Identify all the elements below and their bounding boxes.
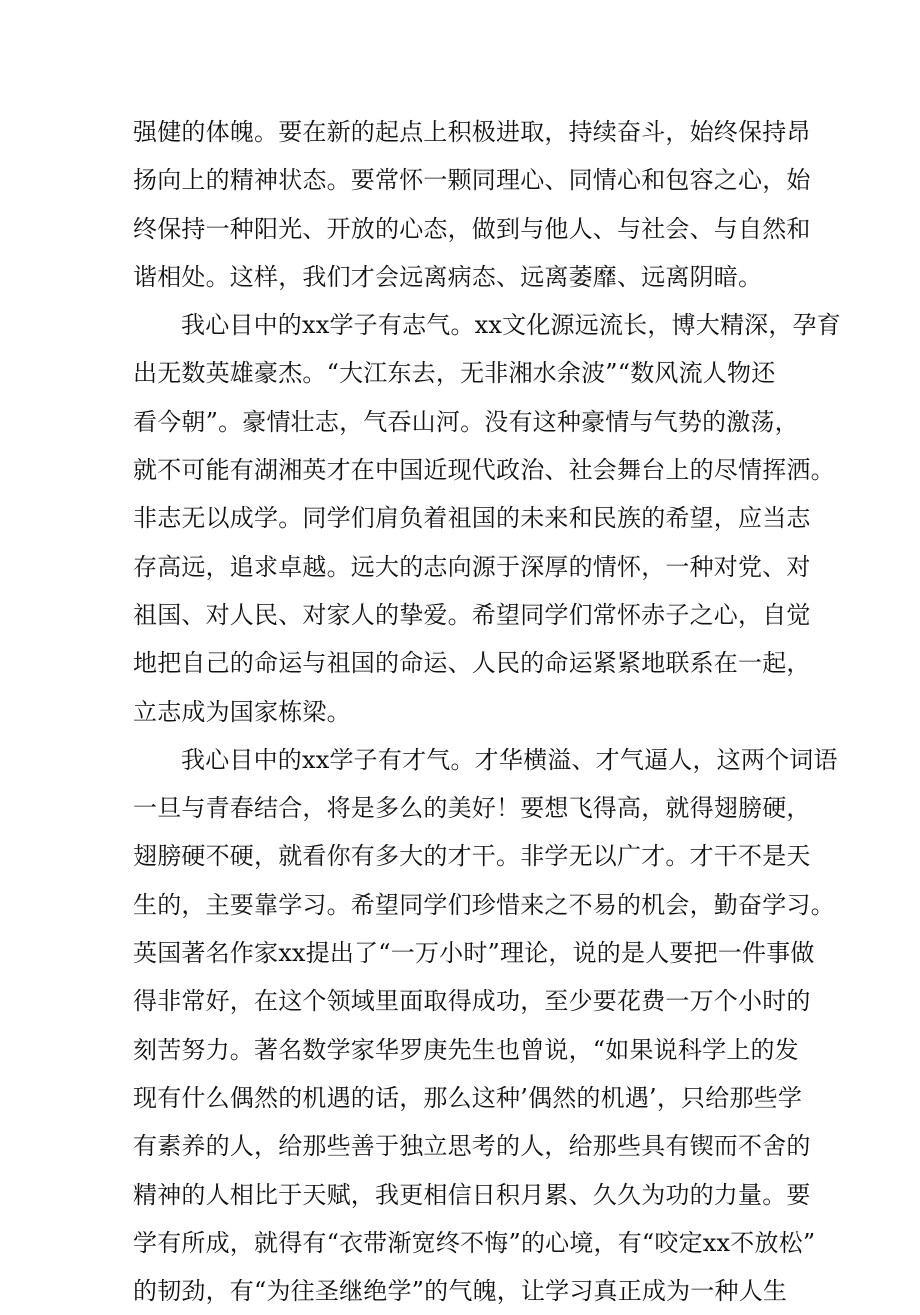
text-line: 现有什么偶然的机遇的话，那么这种’偶然的机遇’，只给那些学 <box>133 1083 803 1112</box>
text-line: 出无数英雄豪杰。“大江东去，无非湘水余波”“数风流人物还 <box>133 359 776 388</box>
text-line: 看今朝”。豪情壮志，气吞山河。没有这种豪情与气势的激荡， <box>133 407 799 436</box>
text-line: 强健的体魄。要在新的起点上积极进取，持续奋斗，始终保持昂 <box>133 118 811 146</box>
paragraph-start-line: 我心目中的xx学子有志气。xx文化源远流长，博大精深，孕育 <box>181 311 841 340</box>
paragraph-start-line: 我心目中的xx学子有才气。才华横溢、才气逼人，这两个词语 <box>181 745 838 774</box>
text-line: 刻苦努力。著名数学家华罗庚先生也曾说，“如果说科学上的发 <box>133 1035 799 1064</box>
text-line: 学有所成，就得有“衣带渐宽终不悔”的心境，有“咬定xx不放松” <box>133 1228 816 1257</box>
text-line: 谐相处。这样，我们才会远离病态、远离萎靡、远离阴暗。 <box>133 262 763 291</box>
text-line: 扬向上的精神状态。要常怀一颗同理心、同情心和包容之心，始 <box>133 166 811 195</box>
text-line: 存高远，追求卓越。远大的志向源于深厚的情怀，一种对党、对 <box>133 552 811 581</box>
text-line: 精神的人相比于天赋，我更相信日积月累、久久为功的力量。要 <box>133 1180 811 1209</box>
text-line: 非志无以成学。同学们肩负着祖国的未来和民族的希望，应当志 <box>133 504 811 533</box>
text-line: 的韧劲，有“为往圣继绝学”的气魄，让学习真正成为一种人生 <box>133 1277 788 1306</box>
text-line: 终保持一种阳光、开放的心态，做到与他人、与社会、与自然和 <box>133 214 811 243</box>
text-line: 有素养的人，给那些善于独立思考的人，给那些具有锲而不舍的 <box>133 1132 811 1161</box>
text-line: 一旦与青春结合，将是多么的美好！要想飞得高，就得翅膀硬， <box>133 794 811 823</box>
text-line: 英国著名作家xx提出了“一万小时”理论，说的是人要把一件事做 <box>133 939 815 968</box>
text-line: 得非常好，在这个领域里面取得成功，至少要花费一万个小时的 <box>133 987 811 1016</box>
body-text <box>133 108 841 1315</box>
text-line: 生的，主要靠学习。希望同学们珍惜来之不易的机会，勤奋学习。 <box>133 890 835 919</box>
text-line: 地把自己的命运与祖国的命运、人民的命运紧紧地联系在一起， <box>133 649 811 678</box>
text-line: 就不可能有湖湘英才在中国近现代政治、社会舞台上的尽情挥洒。 <box>133 456 835 485</box>
text-line: 翅膀硬不硬，就看你有多大的才干。非学无以广才。才干不是天 <box>133 842 811 871</box>
text-line: 祖国、对人民、对家人的挚爱。希望同学们常怀赤子之心，自觉 <box>133 600 811 629</box>
text-line: 立志成为国家栋梁。 <box>133 697 351 726</box>
